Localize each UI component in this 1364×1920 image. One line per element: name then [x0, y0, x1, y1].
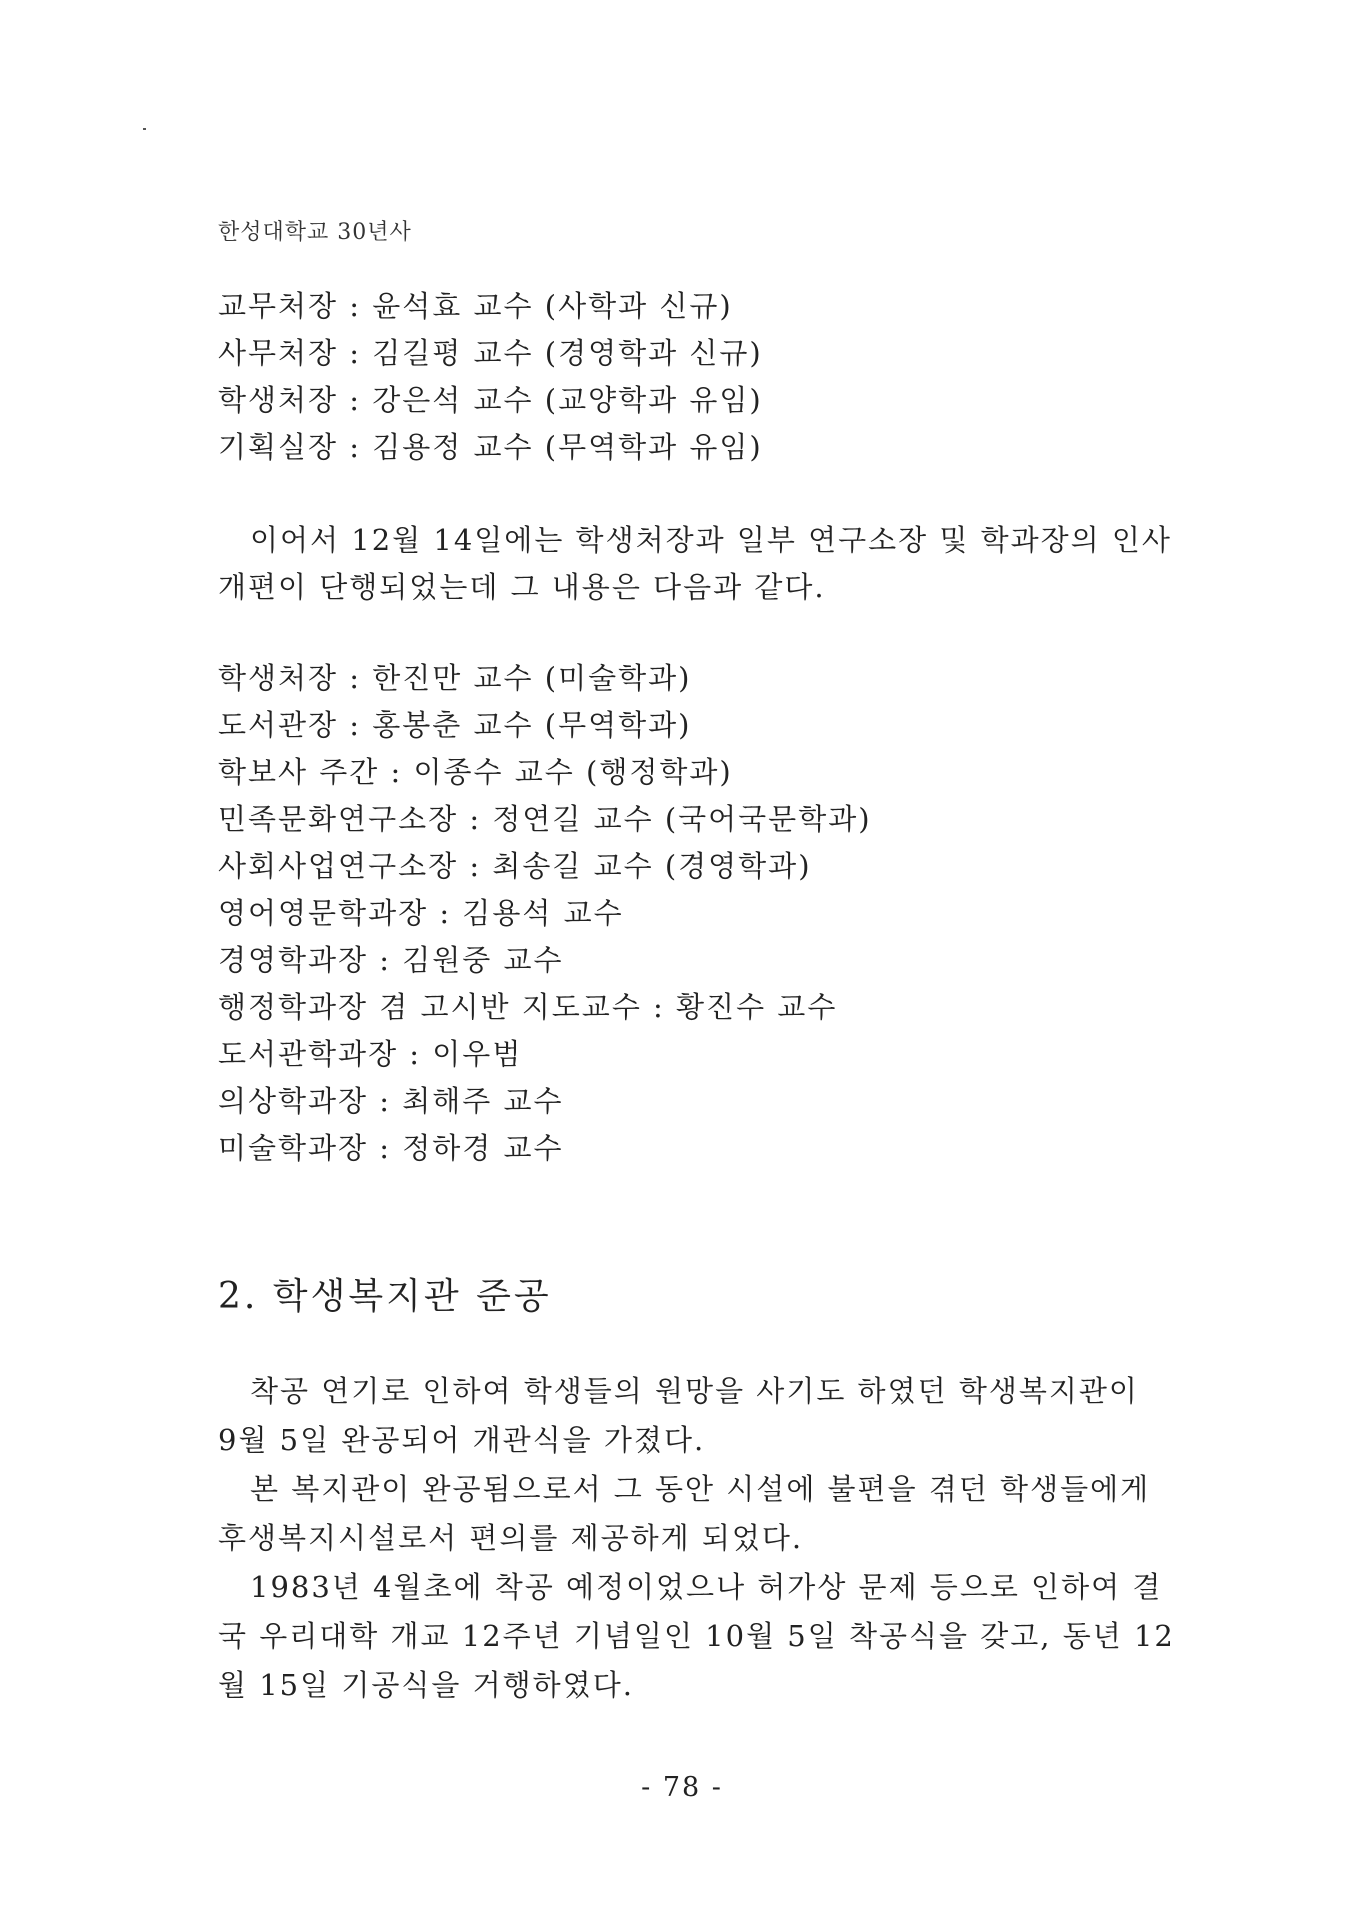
- appointment-item: 민족문화연구소장 : 정연길 교수 (국어국문학과): [218, 802, 872, 836]
- appointment-item: 도서관장 : 홍봉춘 교수 (무역학과): [218, 708, 692, 742]
- appointment-item: 학생처장 : 한진만 교수 (미술학과): [218, 661, 692, 695]
- paragraph-line: 이어서 12월 14일에는 학생처장과 일부 연구소장 및 학과장의 인사: [250, 523, 1172, 557]
- paragraph-line: 개편이 단행되었는데 그 내용은 다음과 같다.: [218, 570, 826, 604]
- appointment-item: 교무처장 : 윤석효 교수 (사학과 신규): [218, 289, 733, 323]
- body-line: 1983년 4월초에 착공 예정이었으나 허가상 문제 등으로 인하여 결: [250, 1570, 1163, 1604]
- appointment-item: 학생처장 : 강은석 교수 (교양학과 유임): [218, 383, 763, 417]
- appointment-item: 도서관학과장 : 이우범: [218, 1037, 523, 1071]
- body-line: 착공 연기로 인하여 학생들의 원망을 사기도 하였던 학생복지관이: [250, 1374, 1139, 1408]
- appointment-list-2: [218, 655, 872, 1172]
- appointment-item: 의상학과장 : 최해주 교수: [218, 1084, 564, 1118]
- body-line: 본 복지관이 완공됨으로서 그 동안 시설에 불편을 겪던 학생들에게: [250, 1472, 1151, 1506]
- appointment-item: 행정학과장 겸 고시반 지도교수 : 황진수 교수: [218, 990, 838, 1024]
- intro-paragraph: [218, 517, 1172, 611]
- appointment-item: 영어영문학과장 : 김용석 교수: [218, 896, 624, 930]
- appointment-list-1: [218, 283, 763, 471]
- section-heading: 2. 학생복지관 준공: [218, 1276, 552, 1317]
- scan-speck: [143, 128, 146, 130]
- appointment-item: 기획실장 : 김용정 교수 (무역학과 유임): [218, 430, 763, 464]
- body-line: 후생복지시설로서 편의를 제공하게 되었다.: [218, 1521, 804, 1555]
- appointment-item: 학보사 주간 : 이종수 교수 (행정학과): [218, 755, 733, 789]
- body-line: 9월 5일 완공되어 개관식을 가졌다.: [218, 1423, 706, 1457]
- body-line: 월 15일 기공식을 거행하였다.: [218, 1668, 634, 1702]
- section-body: [218, 1367, 1175, 1710]
- running-header: 한성대학교 30년사: [218, 220, 412, 245]
- body-line: 국 우리대학 개교 12주년 기념일인 10월 5일 착공식을 갖고, 동년 12: [218, 1619, 1175, 1653]
- appointment-item: 미술학과장 : 정하경 교수: [218, 1131, 564, 1165]
- appointment-item: 경영학과장 : 김원중 교수: [218, 943, 564, 977]
- page-number: - 78 -: [641, 1772, 723, 1803]
- appointment-item: 사무처장 : 김길평 교수 (경영학과 신규): [218, 336, 763, 370]
- appointment-item: 사회사업연구소장 : 최송길 교수 (경영학과): [218, 849, 812, 883]
